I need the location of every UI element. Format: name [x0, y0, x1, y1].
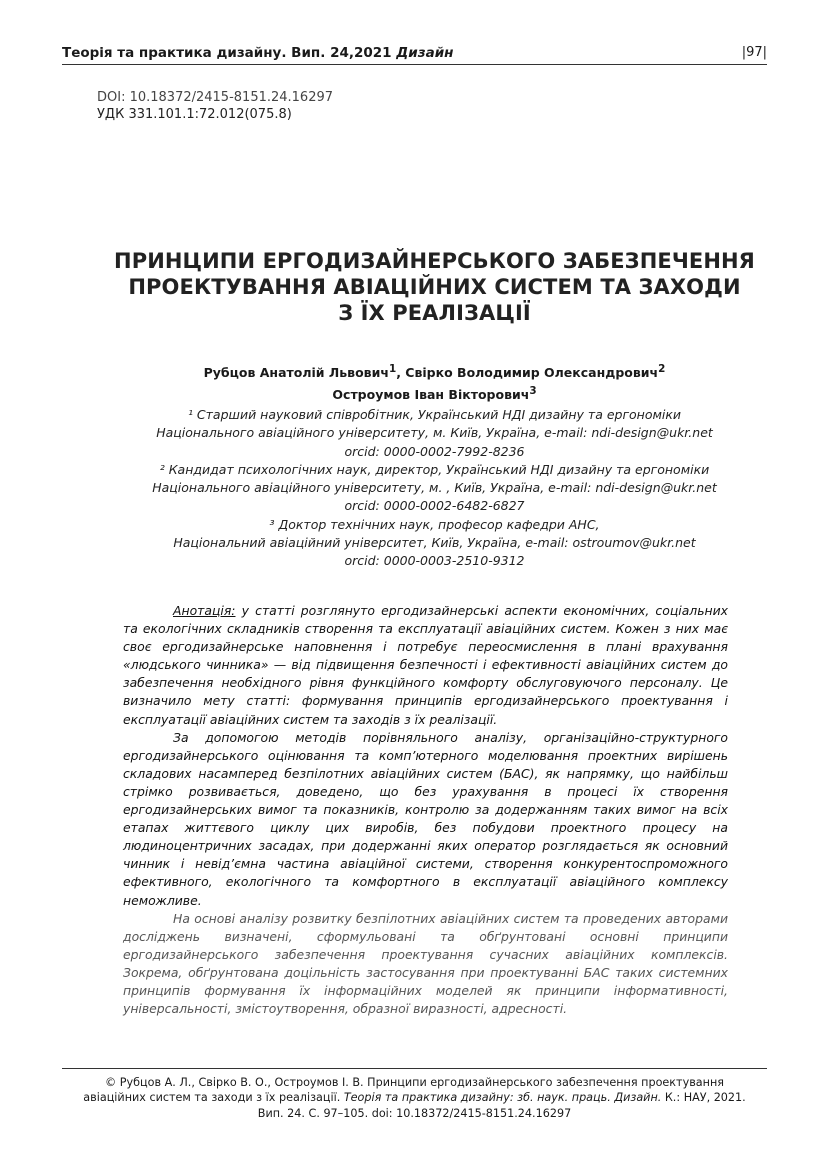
- affiliation-line: orcid: 0000-0002-6482-6827: [344, 498, 525, 514]
- affiliation-line: ³ Доктор технічних наук, професор кафедри АНС,: [269, 516, 600, 532]
- title-line: З ЇХ РЕАЛІЗАЦІЇ: [338, 301, 531, 325]
- abstract-paragraph: За допомогою методів порівняльного аналізу, організаційно-структурного ергодизайнерського оцінювання та комп’ютерного моделювання проектних вирішень складових насамперед безпілотних авіаційних систем (БАС), як напрямку, що найбільш стрімко розвивається, доведено, що без урахування в процесі їх створення ергодизайнерських вимог та показників, контролю за додержанням таких вимог на всіх етапах життєвого циклу цих виробів, без побудови проектного процесу на людиноцентричних засадах, при додержанні яких оператор розглядається як основний чинник і невід’ємна частина авіаційної системи, створення конкурентоспроможного ефективного, екологічного та комфортного в експлуатації авіаційного комплексу неможливе.: [123, 729, 728, 908]
- affiliation-line: Національного авіаційного університету, м. , Київ, Україна, e-mail: ndi-design@ukr.net: [152, 480, 717, 496]
- citation-line: © Рубцов А. Л., Свірко В. О., Остроумов І. В. Принципи ергодизайнерського забезпечення проектування: [105, 1076, 724, 1089]
- title-line: ПРОЕКТУВАННЯ АВІАЦІЙНИХ СИСТЕМ ТА ЗАХОДИ: [128, 275, 741, 299]
- citation-line: Вип. 24. С. 97–105. doi: 10.18372/2415-8151.24.16297: [257, 1106, 572, 1120]
- article-title: [62, 248, 807, 326]
- abstract-label: Анотація:: [173, 603, 236, 618]
- affiliation-line: ¹ Старший науковий співробітник, Український НДІ дизайну та ергономіки: [187, 407, 682, 422]
- authors: Рубцов Анатолій Львович$^1$, Свірко Володимир Олександрович$^2$ Остроумов Іван Вікторович$^3$: [203, 363, 666, 403]
- page-number: |97|: [741, 45, 767, 60]
- title-line: ПРИНЦИПИ ЕРГОДИЗАЙНЕРСЬКОГО ЗАБЕЗПЕЧЕННЯ: [114, 249, 755, 273]
- affiliation-line: ² Кандидат психологічних наук, директор, Український НДІ дизайну та ергономіки: [159, 461, 710, 477]
- running-section: Дизайн: [396, 45, 454, 61]
- abstract-paragraph: На основі аналізу розвитку безпілотних авіаційних систем та проведених авторами досліджень визначені, сформульовані та обґрунтовані основні принципи ергодизайнерського забезпечення проектування сучасних авіаційних комплексів. Зокрема, обґрунтована доцільність застосування при проектуванні БАС таких системних принципів формування їх інформаційних моделей як принципи інформативності, універсальності, змістоутворення, образної виразності, адресності.: [123, 910, 728, 1017]
- citation-footer: [62, 1068, 767, 1121]
- affiliations: [62, 406, 807, 571]
- author-3: Остроумов Іван Вікторович: [332, 387, 530, 403]
- citation-line: авіаційних систем та заходи з їх реалізації. Теорія та практика дизайну: зб. наук. праць. Дизайн. К.: НАУ, 2021.: [83, 1091, 746, 1105]
- affiliation-line: orcid: 0000-0002-7992-8236: [344, 443, 525, 459]
- author-2: Свірко Володимир Олександрович: [405, 365, 659, 381]
- running-title: Теорія та практика дизайну. Вип. 24,2021 Дизайн: [62, 45, 454, 61]
- affiliation-line: orcid: 0000-0003-2510-9312: [344, 553, 525, 569]
- affiliation-line: Національний авіаційний університет, Київ, Україна, e-mail: ostroumov@ukr.net: [173, 535, 696, 551]
- affiliation-line: Національного авіаційного університету, м. Київ, Україна, e-mail: ndi-design@ukr.net: [156, 425, 713, 441]
- author-1: Рубцов Анатолій Львович: [203, 365, 389, 381]
- abstract-paragraph: Анотація: у статті розглянуто ергодизайнерські аспекти економічних, соціальних та екологічних складників створення та експлуатації авіаційних систем. Кожен з них має своє ергодизайнерське наповнення і потребує переосмислення в плані врахування «людського чинника» — від підвищення безпечності і ефективності авіаційних систем до забезпечення необхідного рівня функційного комфорту обслуговуючого персоналу. Це визначило мету статті: формування принципів ергодизайнерського проектування і експлуатації авіаційних систем та заходів з їх реалізації.: [123, 603, 728, 727]
- doi: DOI: 10.18372/2415-8151.24.16297: [97, 90, 334, 105]
- udk: УДК 331.101.1:72.012(075.8): [97, 107, 292, 122]
- abstract: [123, 602, 728, 1018]
- running-header: [62, 44, 767, 65]
